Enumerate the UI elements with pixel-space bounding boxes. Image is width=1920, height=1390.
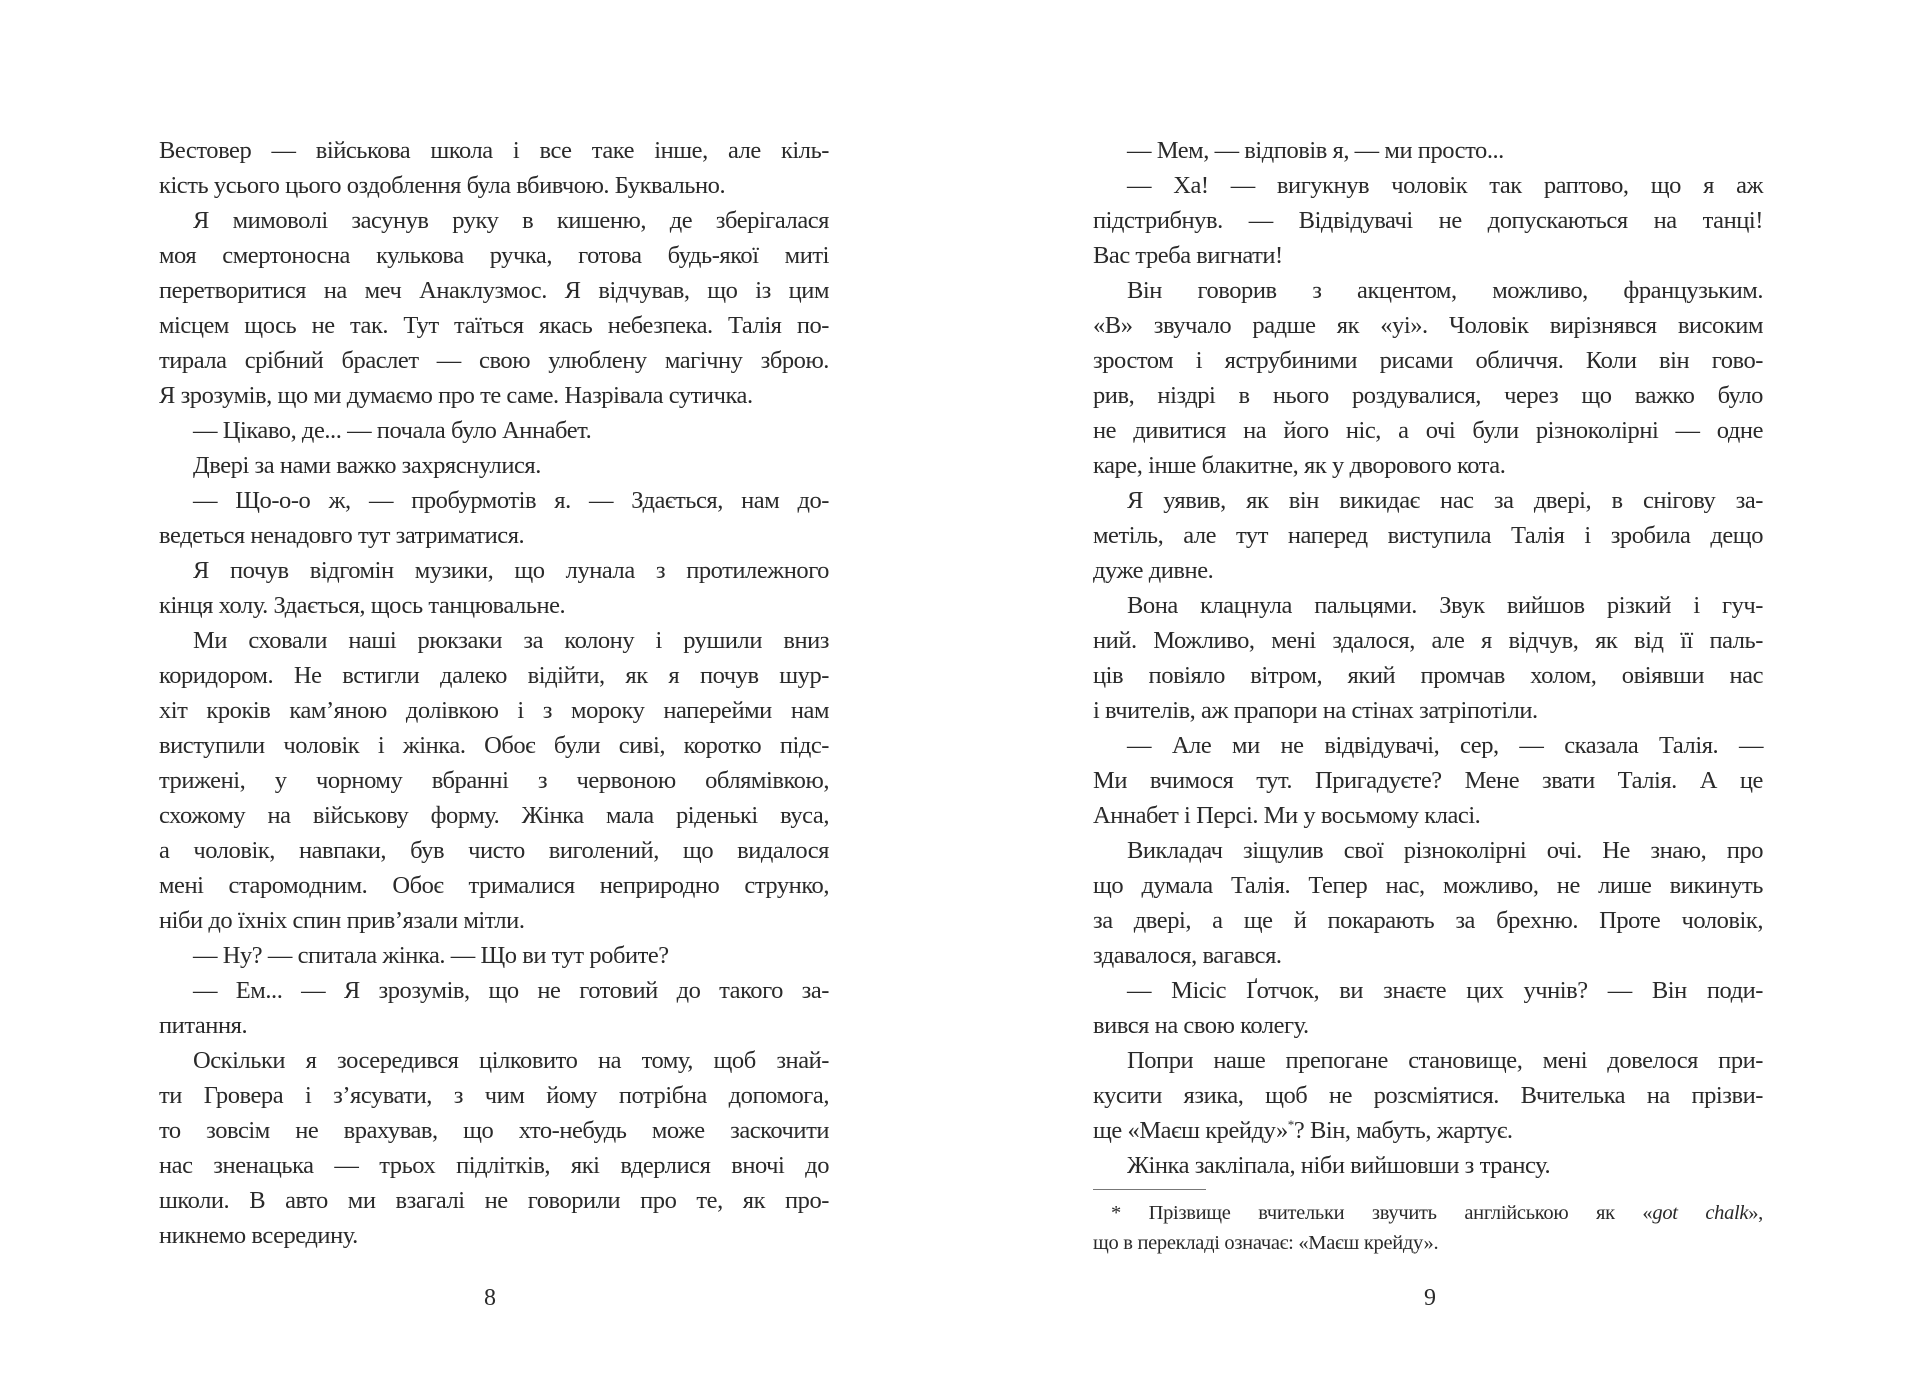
line-text: дуже дивне.	[1093, 557, 1214, 584]
text-line	[1093, 623, 1763, 658]
line-text: школи. В авто ми взагалі не говорили про те, як про-	[159, 1187, 829, 1214]
text-line	[159, 378, 829, 413]
page-number-left: 8	[484, 1285, 496, 1311]
text-line	[1093, 973, 1763, 1008]
text-line	[1093, 693, 1763, 728]
line-text: не дивитися на його ніс, а очі були різноколірні — одне	[1093, 417, 1763, 444]
text-line	[1093, 938, 1763, 973]
line-text: метіль, але тут наперед виступила Талія і зробила дещо	[1093, 522, 1763, 549]
line-text: Викладач зіщулив свої різноколірні очі. Не знаю, про	[1127, 837, 1763, 864]
line-text-continued: »,	[1748, 1202, 1764, 1224]
line-text: виступили чоловік і жінка. Обоє були сиві, коротко підс-	[159, 732, 829, 759]
text-line	[159, 833, 829, 868]
line-text: мені старомодним. Обоє трималися неприродно струнко,	[159, 872, 829, 899]
text-line	[159, 483, 829, 518]
line-text: трижені, у чорному вбранні з червоною облямівкою,	[159, 767, 829, 794]
text-line	[1093, 133, 1763, 168]
text-line	[159, 238, 829, 273]
footnote	[1093, 1198, 1763, 1258]
text-line	[1093, 1198, 1763, 1228]
line-text: кість усього цього оздоблення була вбивчою. Буквально.	[159, 172, 726, 199]
line-text: то зовсім не врахував, що хто-небудь може заскочити	[159, 1117, 829, 1144]
text-line	[159, 588, 829, 623]
text-line	[1093, 308, 1763, 343]
footnote-separator	[1093, 1189, 1206, 1190]
line-text: і вчителів, аж прапори на стінах затріпотіли.	[1093, 697, 1538, 724]
line-text: — Але ми не відвідувачі, сер, — сказала Талія. —	[1127, 732, 1763, 759]
text-line	[1093, 553, 1763, 588]
line-text: зростом і яструбиними рисами обличчя. Коли він гово-	[1093, 347, 1763, 374]
line-text: каре, інше блакитне, як у дворового кота.	[1093, 452, 1506, 479]
text-line	[159, 273, 829, 308]
text-line	[1093, 1008, 1763, 1043]
text-line	[159, 973, 829, 1008]
line-text: рив, ніздрі в нього роздувалися, через що важко було	[1093, 382, 1763, 409]
line-text: ний. Можливо, мені здалося, але я відчув, як від її паль-	[1093, 627, 1763, 654]
text-line	[159, 413, 829, 448]
text-line	[159, 1043, 829, 1078]
text-line	[159, 518, 829, 553]
line-text: ведеться ненадовго тут затриматися.	[159, 522, 525, 549]
line-text: — Місіс Ґотчок, ви знаєте цих учнів? — Він поди-	[1127, 977, 1763, 1004]
line-text: кусити язика, щоб не розсміятися. Вчителька на прізви-	[1093, 1082, 1763, 1109]
text-line	[159, 623, 829, 658]
line-text: «В» звучало радше як «уі». Чоловік вирізнявся високим	[1093, 312, 1763, 339]
line-text: — Ем... — Я зрозумів, що не готовий до такого за-	[193, 977, 829, 1004]
text-line	[159, 658, 829, 693]
text-line	[159, 1218, 829, 1253]
text-line	[1093, 763, 1763, 798]
text-line	[1093, 378, 1763, 413]
line-text: ти Гровера і з’ясувати, з чим йому потрібна допомога,	[159, 1082, 829, 1109]
line-text: — Ха! — вигукнув чоловік так раптово, що я аж	[1127, 172, 1763, 199]
line-text: вився на свою колегу.	[1093, 1012, 1309, 1039]
text-line	[1093, 273, 1763, 308]
text-line	[159, 343, 829, 378]
line-text: а чоловік, навпаки, був чисто виголений, що видалося	[159, 837, 829, 864]
line-text: Жінка закліпала, ніби вийшовши з трансу.	[1127, 1152, 1551, 1179]
text-line	[159, 448, 829, 483]
footnote-marker: *	[1287, 1116, 1294, 1132]
text-line	[1093, 343, 1763, 378]
line-text: Попри наше препогане становище, мені довелося при-	[1127, 1047, 1763, 1074]
right-page-text	[1093, 133, 1763, 1183]
line-text: ще «Маєш крейду»	[1093, 1117, 1288, 1144]
text-line	[159, 1078, 829, 1113]
line-text: моя смертоносна кулькова ручка, готова будь-якої миті	[159, 242, 829, 269]
line-text: хіт кроків кам’яною долівкою і з мороку наперейми нам	[159, 697, 829, 724]
line-text: Я мимоволі засунув руку в кишеню, де зберігалася	[193, 207, 829, 234]
text-line	[1093, 1113, 1763, 1148]
line-text: Вестовер — військова школа і все таке інше, але кіль-	[159, 137, 829, 164]
line-text: — Мем, — відповів я, — ми просто...	[1127, 137, 1504, 164]
line-text: никнемо всередину.	[159, 1222, 358, 1249]
text-line	[159, 203, 829, 238]
line-text: Вас треба вигнати!	[1093, 242, 1283, 269]
text-line	[159, 133, 829, 168]
text-line	[159, 903, 829, 938]
text-line	[1093, 483, 1763, 518]
text-line	[159, 1148, 829, 1183]
page-number-right: 9	[1424, 1285, 1436, 1311]
line-text: місцем щось не так. Тут таїться якась небезпека. Талія по-	[159, 312, 829, 339]
line-text: Аннабет і Персі. Ми у восьмому класі.	[1093, 802, 1481, 829]
line-text: коридором. Не встигли далеко відійти, як я почув шур-	[159, 662, 829, 689]
line-text: ніби до їхніх спин прив’язали мітли.	[159, 907, 525, 934]
text-line	[159, 798, 829, 833]
line-text: Він говорив з акцентом, можливо, французьким.	[1127, 277, 1763, 304]
text-line	[1093, 658, 1763, 693]
line-text: Ми вчимося тут. Пригадуєте? Мене звати Талія. А це	[1093, 767, 1763, 794]
text-line	[159, 168, 829, 203]
line-text: за двері, а ще й покарають за брехню. Проте чоловік,	[1093, 907, 1763, 934]
line-text: що в перекладі означає: «Маєш крейду».	[1093, 1232, 1439, 1254]
text-line	[159, 763, 829, 798]
text-line	[1093, 833, 1763, 868]
line-text: Я почув відгомін музики, що лунала з протилежного	[193, 557, 829, 584]
line-text: Я уявив, як він викидає нас за двері, в снігову за-	[1127, 487, 1763, 514]
text-line	[159, 868, 829, 903]
line-text: Оскільки я зосередився цілковито на тому, щоб знай-	[193, 1047, 829, 1074]
line-text: Двері за нами важко захряснулися.	[193, 452, 541, 479]
text-line	[159, 938, 829, 973]
line-text: ців повіяло вітром, який промчав холом, овіявши нас	[1093, 662, 1763, 689]
line-text: — Ну? — спитала жінка. — Що ви тут робите?	[193, 942, 669, 969]
text-line	[1093, 588, 1763, 623]
text-line	[1093, 728, 1763, 763]
line-text-continued: ? Він, мабуть, жартує.	[1293, 1117, 1513, 1144]
text-line	[159, 1183, 829, 1218]
line-text: — Цікаво, де... — почала було Аннабет.	[193, 417, 592, 444]
line-text: тирала срібний браслет — свою улюблену магічну зброю.	[159, 347, 829, 374]
italic-text: got chalk	[1652, 1202, 1749, 1224]
text-line	[1093, 1148, 1763, 1183]
line-text: кінця холу. Здається, щось танцювальне.	[159, 592, 566, 619]
text-line	[159, 553, 829, 588]
line-text: здавалося, вагався.	[1093, 942, 1282, 969]
left-page-text	[159, 133, 829, 1253]
text-line	[1093, 1078, 1763, 1113]
line-text: * Прізвище вчительки звучить англійською як «	[1111, 1202, 1653, 1224]
text-line	[1093, 238, 1763, 273]
text-line	[1093, 168, 1763, 203]
text-line	[1093, 448, 1763, 483]
line-text: підстрибнув. — Відвідувачі не допускаються на танці!	[1093, 207, 1763, 234]
line-text: Я зрозумів, що ми думаємо про те саме. Назрівала сутичка.	[159, 382, 753, 409]
line-text: що думала Талія. Тепер нас, можливо, не лише викинуть	[1093, 872, 1763, 899]
line-text: Ми сховали наші рюкзаки за колону і рушили вниз	[193, 627, 829, 654]
text-line	[159, 728, 829, 763]
text-line	[1093, 413, 1763, 448]
text-line	[1093, 798, 1763, 833]
text-line	[1093, 203, 1763, 238]
line-text: перетворитися на меч Анаклузмос. Я відчував, що із цим	[159, 277, 829, 304]
line-text: — Що-о-о ж, — пробурмотів я. — Здається, нам до-	[193, 487, 829, 514]
line-text: схожому на військову форму. Жінка мала ріденькі вуса,	[159, 802, 829, 829]
text-line	[1093, 518, 1763, 553]
text-line	[1093, 903, 1763, 938]
text-line	[1093, 868, 1763, 903]
text-line	[1093, 1228, 1763, 1258]
text-line	[159, 1008, 829, 1043]
line-text: нас зненацька — трьох підлітків, які вдерлися вночі до	[159, 1152, 829, 1179]
line-text: Вона клацнула пальцями. Звук вийшов різкий і гуч-	[1127, 592, 1763, 619]
text-line	[159, 693, 829, 728]
text-line	[1093, 1043, 1763, 1078]
line-text: питання.	[159, 1012, 248, 1039]
text-line	[159, 308, 829, 343]
text-line	[159, 1113, 829, 1148]
